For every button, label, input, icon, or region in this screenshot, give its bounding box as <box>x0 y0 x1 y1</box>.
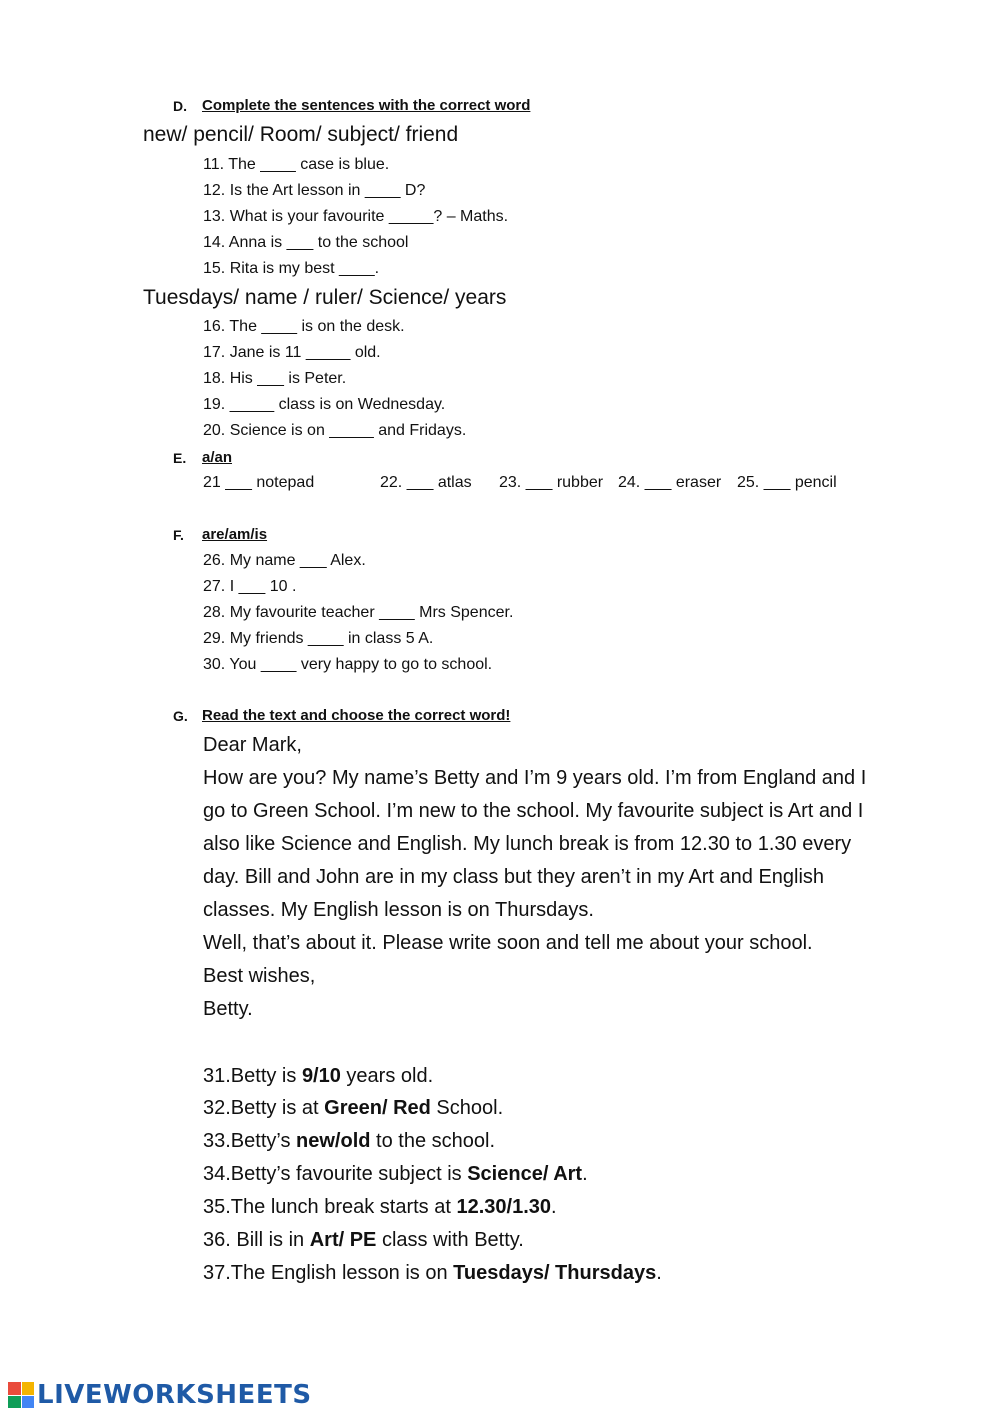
liveworksheets-logo[interactable] <box>8 1380 312 1410</box>
choice: Green/ Red <box>324 1097 431 1119</box>
letter-line: How are you? My name’s Betty and I’m 9 years old. I’m from England and I <box>203 767 867 789</box>
list-item: 12. Is the Art lesson in ____ D? <box>203 182 426 199</box>
section-g-title: Read the text and choose the correct word! <box>202 707 511 724</box>
list-item: 11. The ____ case is blue. <box>203 156 390 173</box>
list-item: 17. Jane is 11 _____ old. <box>203 344 381 361</box>
list-item: 19. _____ class is on Wednesday. <box>203 396 446 413</box>
choice: 9/10 <box>301 1065 341 1087</box>
list-item: 30. You ____ very happy to go to school. <box>203 656 493 673</box>
question-36: 36. Bill is in Art/ PE class with Betty. <box>203 1229 524 1251</box>
list-item: 14. Anna is ___ to the school <box>203 234 409 251</box>
question-33: 33.Betty’s new/old to the school. <box>203 1130 496 1152</box>
letter-line: Best wishes, <box>203 965 316 987</box>
list-item: 13. What is your favourite _____? – Maths. <box>203 208 509 225</box>
list-item: 27. I ___ 10 . <box>203 578 297 595</box>
section-g-letter: G. <box>173 708 188 724</box>
question-35: 35.The lunch break starts at 12.30/1.30. <box>203 1196 557 1218</box>
question-31: 31.Betty is 9/10 years old. <box>203 1065 434 1087</box>
choice: 12.30/1.30 <box>456 1196 551 1218</box>
list-item: 18. His ___ is Peter. <box>203 370 347 387</box>
list-item: 26. My name ___ Alex. <box>203 552 366 569</box>
letter-line: Dear Mark, <box>203 734 302 756</box>
letter-line: go to Green School. I’m new to the school. My favourite subject is Art and I <box>203 800 864 822</box>
list-item: 20. Science is on _____ and Fridays. <box>203 422 467 439</box>
letter-line: day. Bill and John are in my class but they aren’t in my Art and English <box>203 866 825 888</box>
list-item: 15. Rita is my best ____. <box>203 260 380 277</box>
letter-line: Betty. <box>203 998 253 1020</box>
section-e-title: a/an <box>202 449 233 466</box>
question-34: 34.Betty’s favourite subject is Science/ Art. <box>203 1163 588 1185</box>
choice: Tuesdays/ Thursdays <box>453 1262 657 1284</box>
article-item: 23. ___ rubber <box>499 474 604 491</box>
choice: Art/ PE <box>309 1229 377 1251</box>
article-item: 22. ___ atlas <box>380 474 472 491</box>
logo-icon <box>8 1382 34 1408</box>
list-item: 29. My friends ____ in class 5 A. <box>203 630 434 647</box>
article-item: 21 ___ notepad <box>203 474 315 491</box>
brand-name: LIVEWORKSHEETS <box>37 1380 312 1410</box>
article-row <box>0 474 1000 496</box>
choice: new/old <box>296 1130 371 1152</box>
section-f-title: are/am/is <box>202 526 268 543</box>
choice: Science/ Art <box>467 1163 583 1185</box>
section-e-letter: E. <box>173 450 187 466</box>
letter-line: also like Science and English. My lunch break is from 12.30 to 1.30 every <box>203 833 852 855</box>
letter-line: Well, that’s about it. Please write soon and tell me about your school. <box>203 932 813 954</box>
section-f-letter: F. <box>173 527 184 543</box>
list-item: 16. The ____ is on the desk. <box>203 318 405 335</box>
section-d-title: Complete the sentences with the correct word <box>202 97 531 114</box>
letter-line: classes. My English lesson is on Thursdays. <box>203 899 594 921</box>
article-item: 24. ___ eraser <box>618 474 722 491</box>
section-d-letter: D. <box>173 98 187 114</box>
question-37: 37.The English lesson is on Tuesdays/ Thursdays. <box>203 1262 662 1284</box>
word-bank-2: Tuesdays/ name / ruler/ Science/ years <box>143 286 507 309</box>
word-bank-1: new/ pencil/ Room/ subject/ friend <box>143 123 459 146</box>
list-item: 28. My favourite teacher ____ Mrs Spencer. <box>203 604 514 621</box>
article-item: 25. ___ pencil <box>737 474 837 491</box>
question-32: 32.Betty is at Green/ Red School. <box>203 1097 504 1119</box>
